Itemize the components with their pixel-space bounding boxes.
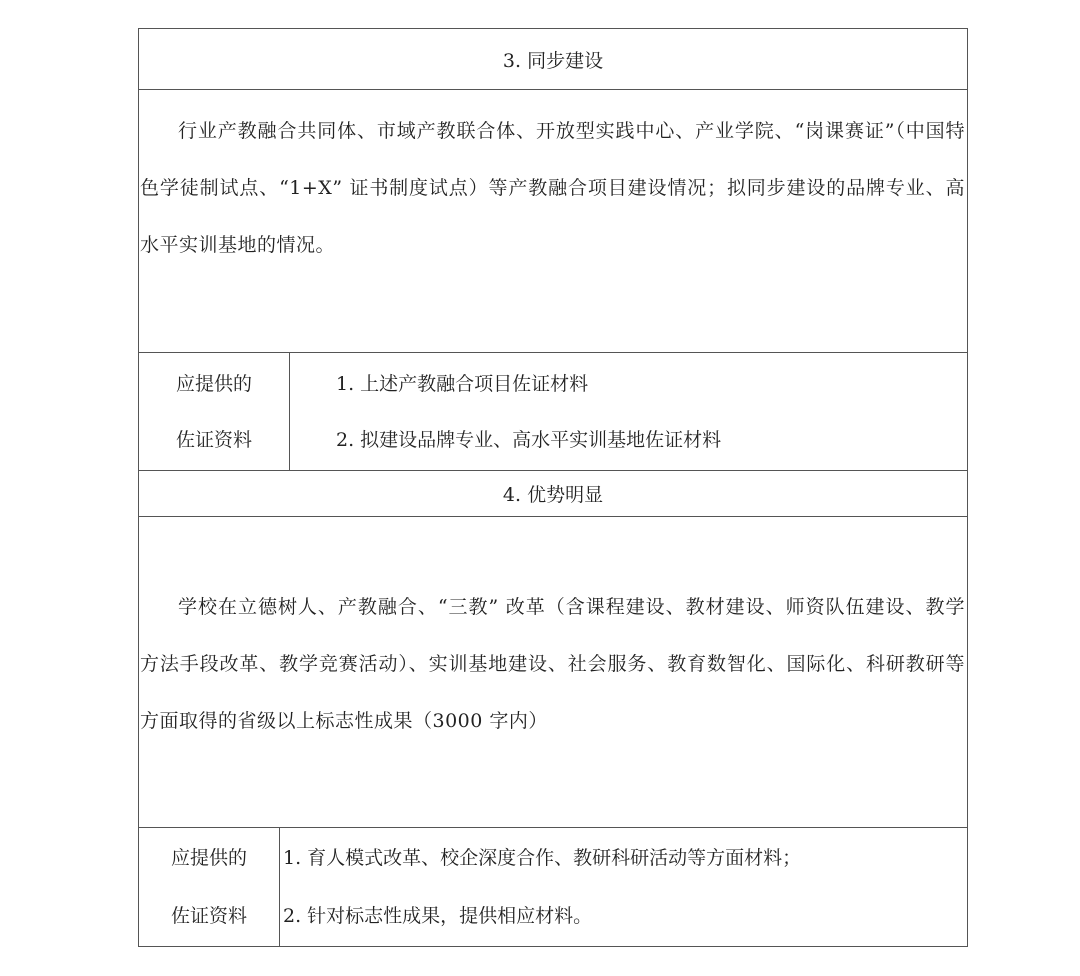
- section-4-evidence-label: [139, 828, 280, 946]
- section-4-heading: [138, 471, 968, 517]
- section-4-evidence: [138, 828, 968, 947]
- evidence-label-line1: 应提供的: [170, 847, 247, 869]
- section-4-body: [138, 517, 968, 828]
- section-4-evidence-list: [280, 828, 801, 946]
- requirements-table: [138, 28, 968, 947]
- section-4-title: 4. 优势明显: [502, 484, 604, 506]
- section-3-evidence: [138, 353, 968, 471]
- section-3-evidence-label: [139, 353, 290, 470]
- evidence-item: 1. 上述产教融合项目佐证材料: [336, 372, 589, 395]
- evidence-item: 2. 拟建设品牌专业、高水平实训基地佐证材料: [336, 428, 722, 451]
- evidence-item: 2. 针对标志性成果，提供相应材料。: [283, 905, 593, 927]
- section-3-body-text: 行业产教融合共同体、市域产教联合体、开放型实践中心、产业学院、“岗课赛证”（中国特色学徒制试点、“1+X” 证书制度试点）等产教融合项目建设情况；拟同步建设的品牌专业、高水平实训基地的情况。: [140, 120, 965, 256]
- section-3-body: [138, 90, 968, 353]
- section-3-evidence-list: [290, 353, 721, 470]
- section-3-heading: [138, 28, 968, 90]
- section-3-title: 3. 同步建设: [502, 49, 604, 72]
- evidence-item: 1. 育人模式改革、校企深度合作、教研科研活动等方面材料；: [283, 847, 802, 869]
- evidence-label-line2: 佐证资料: [175, 428, 252, 451]
- section-4-body-text: 学校在立德树人、产教融合、“三教” 改革（含课程建设、教材建设、师资队伍建设、教学方法手段改革、教学竞赛活动）、实训基地建设、社会服务、教育数智化、国际化、科研教研等方面取得的省级以上标志性成果（3000 字内）: [140, 596, 965, 732]
- evidence-label-line2: 佐证资料: [170, 905, 247, 927]
- evidence-label-line1: 应提供的: [175, 372, 252, 395]
